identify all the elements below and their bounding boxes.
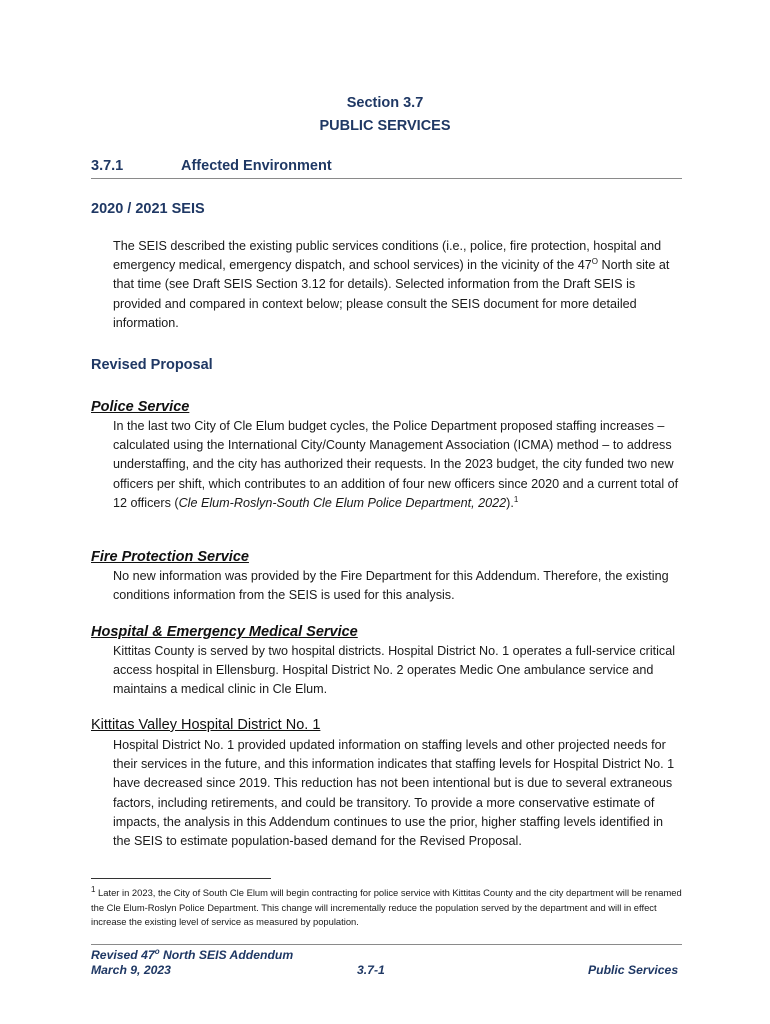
kvhd-paragraph: Hospital District No. 1 provided updated information on staffing levels and other projected needs for their services in the future, and this information indicates that staffing levels for Hospital District No. 1 have decreased since 2019. This reduction has not been intentional but is due to several extraneous factors, including retirements, and could be transitory. To provide a more conservative estimate of impacts, the analysis in this Addendum continues to use the prior, higher staffing levels identified in the SEIS to estimate population-based demand for the Revised Proposal. [113,738,675,849]
footnote-divider [91,878,271,879]
footer-doc-sup: o [154,946,160,956]
footer-date: March 9, 2023 [91,963,171,977]
seis-degree-sup: O [591,257,599,267]
heading-fire-protection: Fire Protection Service [91,549,249,565]
hospital-paragraph: Kittitas County is served by two hospital districts. Hospital District No. 1 operates a full-service critical access hospital in Ellensburg. Hospital District No. 2 operates Medic One ambulance service and maintains a medical clinic in Cle Elum. [113,644,676,697]
heading-affected-environment [91,158,682,179]
footnote-ref[interactable]: 1 [513,494,519,504]
section-number: Section 3.7 [346,95,424,111]
police-text: In the last two City of Cle Elum budget cycles, the Police Department proposed staffing increases – calculated using the International City/County Management Association (ICMA) method – to address understaffing, and the city has authorized their requests. In the 2023 budget, the city funded two new officers per shift, which contributes to an addition of four new officers since 2020 and a current total of 12 officers ( [113,419,679,510]
heading-number: 3.7.1 [91,158,124,174]
footer-section-name: Public Services [588,963,679,977]
heading-revised-proposal: Revised Proposal [91,357,213,373]
fire-paragraph: No new information was provided by the Fire Department for this Addendum. Therefore, the existing conditions information from the SEIS is used for this analysis. [113,569,669,603]
heading-seis: 2020 / 2021 SEIS [91,201,205,217]
footer-page-number: 3.7-1 [357,963,385,977]
footer-doc-b: North SEIS Addendum [159,948,294,962]
footnote-text: Later in 2023, the City of South Cle Elum will begin contracting for police service with Kittitas County and the city department will be renamed the Cle Elum-Roslyn Police Department. This change will incrementally reduce the population served by the department and will in effect increase the existing level of service as measured by population. [91,887,682,928]
section-title: PUBLIC SERVICES [319,118,451,134]
footer-doc-a: Revised 47 [91,948,155,962]
footer-divider [91,944,682,945]
police-paragraph [113,417,683,513]
heading-hospital-emergency: Hospital & Emergency Medical Service [91,624,358,640]
footnote [91,886,682,930]
footer-document-title [91,948,293,962]
police-closing: ). [506,495,514,510]
heading-kittitas-valley-hospital: Kittitas Valley Hospital District No. 1 [91,717,321,733]
heading-title: Affected Environment [181,158,332,174]
seis-paragraph [113,237,683,333]
seis-text-b: North site at that time (see Draft SEIS Section 3.12 for details). Selected information from the Draft SEIS is provided and compared in context below; please consult the SEIS document for more detailed information. [113,258,670,330]
heading-police-service: Police Service [91,399,190,415]
police-citation: Cle Elum-Roslyn-South Cle Elum Police Department, 2022 [178,495,507,510]
seis-text-a: The SEIS described the existing public services conditions (i.e., police, fire protection, hospital and emergency medical, emergency dispatch, and school services) in the vicinity of the 47 [113,239,662,273]
footnote-marker: 1 [91,884,96,894]
